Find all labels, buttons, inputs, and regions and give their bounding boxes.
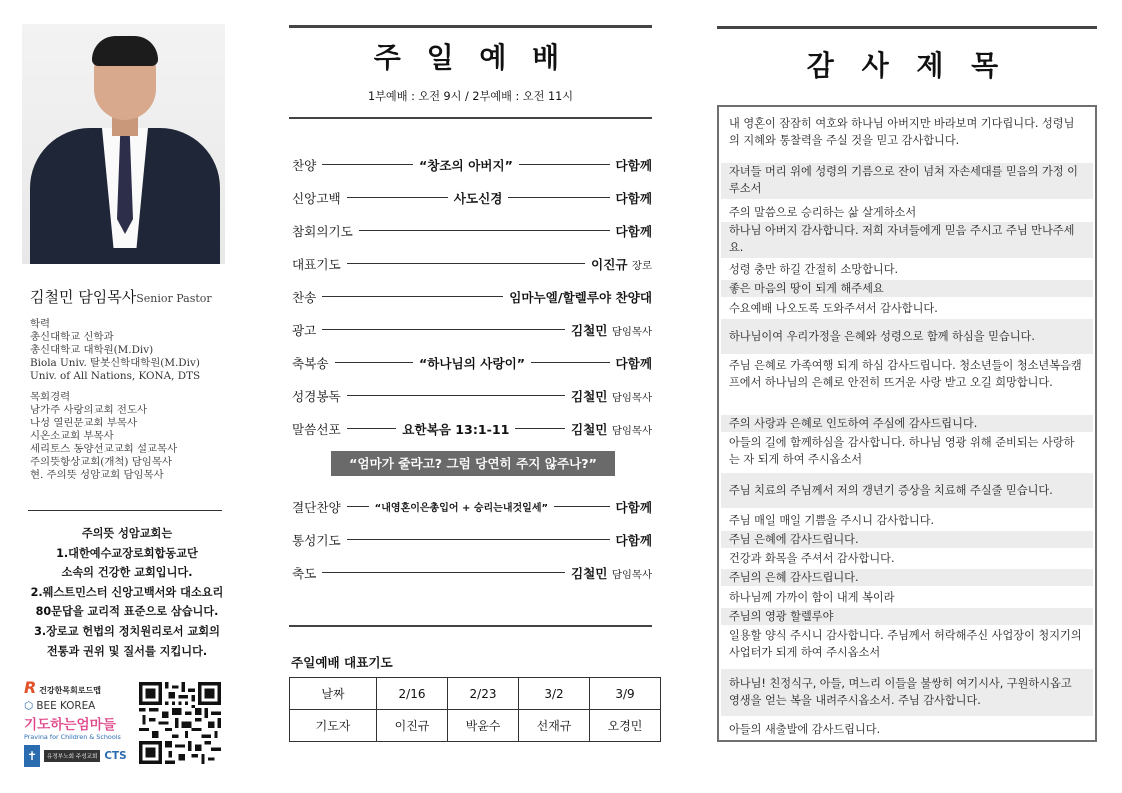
list-item: 하나님께 가까이 함이 내게 복이라 [721,589,1093,607]
list-item: 아들의 새출발에 감사드립니다. [721,721,1093,739]
order-row-creed [292,187,652,207]
order-label: 신앙고백 [292,190,341,206]
bee-korea-logo: ⬡ BEE KOREA [24,700,96,712]
partner-logos [24,678,134,767]
order-label: 말씀선포 [292,421,341,437]
table-row [290,678,661,710]
career-item: 주의뜻항상교회(개척) 담임목사 [30,456,172,468]
career-heading: 목회경력 [30,391,71,403]
hexagon-icon: ⬡ [24,700,34,712]
church-line: 소속의 건강한 교회입니다. [61,566,193,580]
order-row-benediction [292,562,652,582]
order-right: 다함께 [615,355,653,371]
list-item: 주님 은혜로 가족여행 되게 하심 감사드립니다. 청소년들이 청소년복음캠프에서 하나님의 은혜로 안전히 뜨거운 사랑 받고 오길 희망합니다. [721,357,1093,411]
list-item: 하나님이여 우리가정을 은혜와 성령으로 함께 하심을 믿습니다. [721,319,1093,355]
worship-times: 1부예배 : 오전 9시 / 2부예배 : 오전 11시 [367,90,574,103]
praying-mothers-logo: 기도하는엄마들 [24,717,116,733]
order-right: 다함께 [615,499,652,515]
left-divider [28,510,222,511]
pastor-name [30,286,212,307]
list-item: 주님 치료의 주님께서 저의 갱년기 증상을 치료해 주실줄 믿습니다. [721,473,1093,509]
list-item: 자녀들 머리 위에 성령의 기름으로 잔이 넘쳐 자손세대를 믿음의 가정 이루소서 [721,163,1093,200]
praying-mothers-sub: Pravina for Children & Schools [24,733,121,741]
list-item: 수요예배 나오도록 도와주셔서 감사합니다. [721,300,1093,318]
prayer-schedule-table [289,677,661,742]
order-center: 사도신경 [453,190,503,206]
order-right: 김철민 담임목사 [570,565,652,581]
order-center: “내영혼이은총입어 + 승리는내것일세” [374,502,549,514]
education-item: 총신대학교 대학원(M.Div) [30,344,154,356]
order-label: 찬양 [292,157,317,173]
order-row-sermon [292,418,652,438]
table-row [290,710,661,742]
order-right: 이진규 장로 [591,256,652,272]
order-row-prayer [292,253,652,273]
list-item: 주님 은혜에 감사드립니다. [721,531,1093,549]
list-item: 주의 사랑과 은혜로 인도하여 주심에 감사드립니다. [721,415,1093,433]
career-item: 시온소교회 부목사 [30,430,114,442]
church-line: 전통과 권위 및 질서를 지킵니다. [46,644,208,658]
order-row-announcements [292,319,652,339]
order-label: 참회의기도 [292,223,353,239]
church-line: 80문답을 교리적 표준으로 삼습니다. [35,605,219,619]
pastor-title-en: Senior Pastor [136,292,212,305]
pastor-name-ko: 김철민 담임목사 [30,288,137,306]
list-item: 주님의 은혜 감사드립니다. [721,569,1093,587]
order-row-blessing-song [292,352,652,372]
prayer-rule [289,625,652,627]
career-item: 세리토스 동양선교교회 설교목사 [30,443,178,455]
order-right: 다함께 [615,157,652,173]
education-heading: 학력 [30,318,51,330]
order-center: 요한복음 13:1-11 [402,421,510,437]
roadmap-logo: R 건강한목회로드맵 [24,678,101,697]
education-item: Univ. of All Nations, KONA, DTS [30,370,201,382]
career-item: 현. 주의뜻 성암교회 담임목사 [30,469,164,481]
table-cell: 2/16 [377,678,448,710]
church-line: 3.장로교 헌법의 정치원리로서 교회의 [34,624,220,638]
table-cell: 기도자 [290,710,377,742]
thanks-title: 감 사 제 목 [806,49,1008,82]
presbytery-logo: 유정부노회 주성교회 [44,750,100,762]
order-right: 김철민 담임목사 [570,388,652,404]
table-cell: 날짜 [290,678,377,710]
order-right: 다함께 [615,532,652,548]
worship-rule [289,117,652,119]
worship-title: 주 일 예 배 [373,41,568,74]
thanks-list [717,105,1097,742]
pastor-bio [30,318,200,482]
pastor-photo [22,24,225,264]
order-row-decision-song [292,496,652,516]
worship-top-rule [289,25,652,28]
logo-row [24,745,134,767]
table-cell: 3/9 [590,678,661,710]
career-item: 남가주 사랑의교회 전도사 [30,404,148,416]
order-right: 다함께 [615,223,652,239]
list-item: 주님의 영광 할렐루야 [721,608,1093,626]
prayer-schedule-heading: 주일예배 대표기도 [291,655,393,670]
order-label: 찬송 [292,289,317,305]
table-cell: 3/2 [519,678,590,710]
table-cell: 오경민 [590,710,661,742]
order-row-unison-prayer [292,529,652,549]
church-line: 1.대한예수교장로회합동교단 [56,546,198,560]
list-item: 일용할 양식 주시니 감사합니다. 주님께서 허락해주신 사업장이 청지기의 사업터가 되게 하여 주시옵소서 [721,627,1093,664]
sermon-title: “엄마가 줄라고? 그럼 당연히 주지 않주나?” [331,451,615,476]
order-label: 성경봉독 [292,388,341,404]
qr-code-icon [139,682,221,764]
order-center: “하나님의 사랑이” [418,355,526,371]
order-label: 통성기도 [292,532,341,548]
order-right: 다함께 [615,190,652,206]
list-item: 아들의 길에 함께하심을 감사합니다. 하나님 영광 위해 준비되는 사랑하는 자 되게 하여 주시옵소서 [721,434,1093,470]
career-item: 나성 열린문교회 부목사 [30,417,137,429]
thanks-top-rule [717,26,1097,29]
church-line: 주의뜻 성암교회는 [81,527,173,540]
list-item: 성령 충만 하길 간절히 소망합니다. [721,261,1093,279]
order-row-scripture [292,385,652,405]
order-label: 축도 [292,565,317,581]
list-item: 하나님! 친정식구, 아들, 며느리 이들을 불쌍히 여기시사, 구원하시옵고 영생을 얻는 복을 내려주시옵소서. 주님 감사합니다. [721,669,1093,717]
list-item: 하나님 아버지 감사합니다. 저희 자녀들에게 믿음 주시고 주님 만나주세요. [721,222,1093,259]
order-center: “창조의 아버지” [418,157,513,173]
order-label: 광고 [292,322,317,338]
order-right: 김철민 담임목사 [570,322,652,338]
roadmap-mark-icon: R [24,678,37,697]
order-right: 임마누엘/할렐루야 찬양대 [509,289,652,305]
list-item: 좋은 마음의 땅이 되게 해주세요 [721,280,1093,298]
table-cell: 박윤수 [448,710,519,742]
order-right: 김철민 담임목사 [570,421,652,437]
order-label: 결단찬양 [292,499,341,515]
cross-logo-icon: ✝ [24,745,40,767]
list-item: 내 영혼이 잠잠히 여호와 하나님 아버지만 바라보며 기다립니다. 성령님의 지혜와 통찰력을 주실 것을 믿고 감사합니다. [721,115,1093,157]
order-row-praise [292,154,652,174]
order-label: 축복송 [292,355,329,371]
list-item: 주님 매일 매일 기쁨을 주시니 감사합니다. [721,512,1093,530]
order-label: 대표기도 [292,256,341,272]
church-statement [22,524,232,661]
table-cell: 2/23 [448,678,519,710]
education-item: 총신대학교 신학과 [30,331,114,343]
list-item: 건강과 화목을 주셔서 감사합니다. [721,550,1093,568]
order-row-repentance [292,220,652,240]
education-item: Biola Univ. 탈봇신학대학원(M.Div) [30,357,200,369]
cts-logo: CTS [104,750,127,762]
order-row-hymn [292,286,652,306]
photo-hair [92,36,158,66]
table-cell: 선재규 [519,710,590,742]
list-item: 주의 말씀으로 승리하는 삶 살게하소서 [721,204,1093,222]
table-cell: 이진규 [377,710,448,742]
church-line: 2.웨스트민스터 신앙고백서와 대소요리 [30,585,224,599]
